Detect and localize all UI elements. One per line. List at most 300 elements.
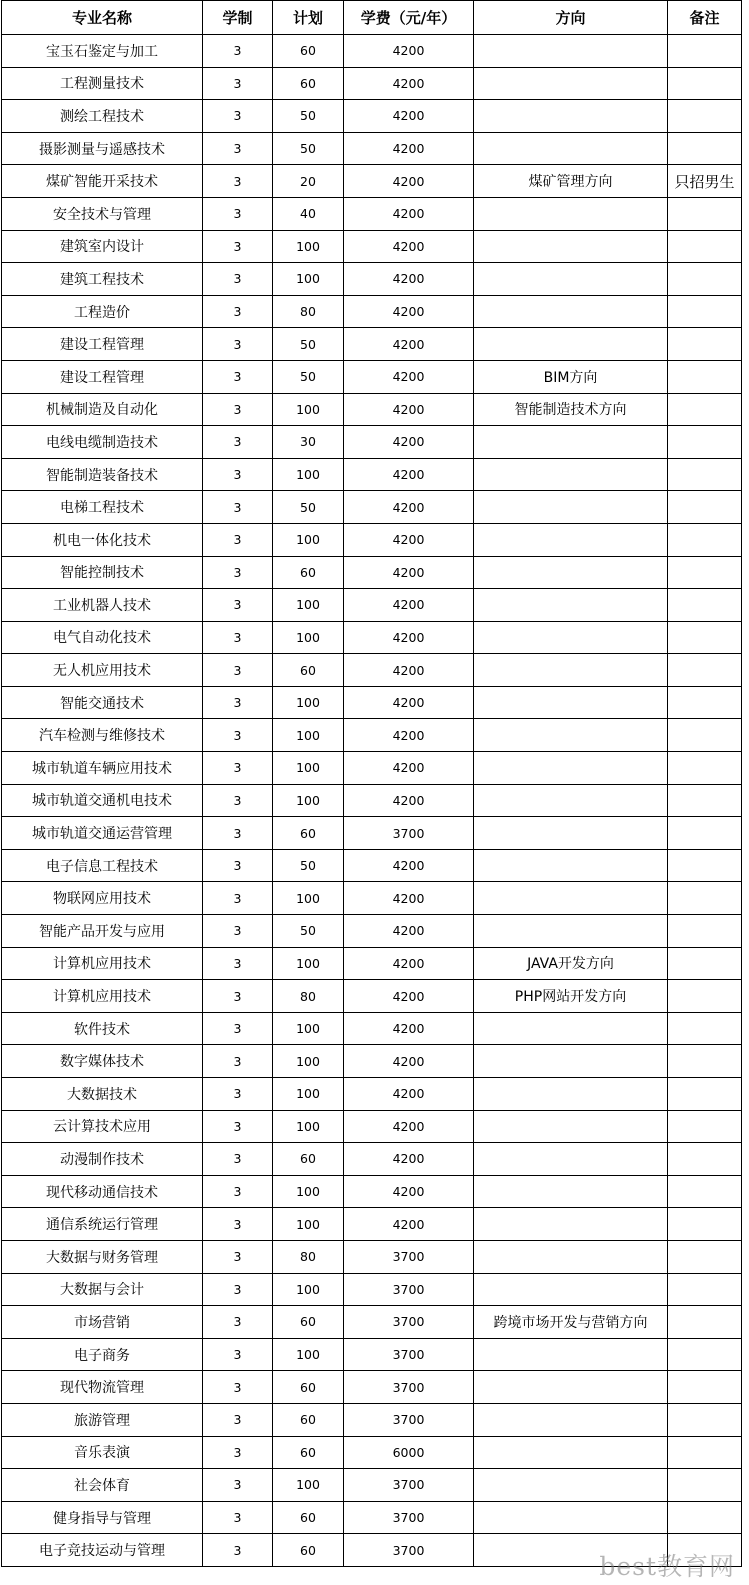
cell-note — [668, 360, 742, 393]
table-row — [2, 947, 742, 980]
cell-program-name: 机电一体化技术 — [2, 523, 203, 556]
cell-note — [668, 1436, 742, 1469]
table-row — [2, 686, 742, 719]
cell-direction — [474, 1371, 668, 1404]
cell-plan: 50 — [273, 132, 344, 165]
cell-duration: 3 — [203, 1306, 273, 1339]
cell-program-name: 建设工程管理 — [2, 360, 203, 393]
cell-direction — [474, 328, 668, 361]
cell-note — [668, 784, 742, 817]
cell-note — [668, 230, 742, 263]
cell-note — [668, 426, 742, 459]
cell-duration: 3 — [203, 1273, 273, 1306]
cell-plan: 100 — [273, 1012, 344, 1045]
cell-note — [668, 295, 742, 328]
cell-plan: 60 — [273, 1371, 344, 1404]
cell-tuition: 3700 — [344, 817, 474, 850]
cell-plan: 50 — [273, 849, 344, 882]
cell-duration: 3 — [203, 360, 273, 393]
cell-plan: 100 — [273, 1338, 344, 1371]
cell-program-name: 工程测量技术 — [2, 67, 203, 100]
table-row — [2, 360, 742, 393]
cell-plan: 60 — [273, 1436, 344, 1469]
cell-plan: 100 — [273, 393, 344, 426]
cell-note — [668, 1012, 742, 1045]
cell-direction — [474, 719, 668, 752]
cell-plan: 100 — [273, 589, 344, 622]
cell-program-name: 工程造价 — [2, 295, 203, 328]
cell-duration: 3 — [203, 980, 273, 1013]
cell-duration: 3 — [203, 230, 273, 263]
cell-duration: 3 — [203, 947, 273, 980]
cell-direction — [474, 1175, 668, 1208]
cell-direction: PHP网站开发方向 — [474, 980, 668, 1013]
cell-plan: 60 — [273, 1403, 344, 1436]
cell-program-name: 建筑工程技术 — [2, 263, 203, 296]
header-tuition: 学费（元/年） — [344, 1, 474, 35]
cell-duration: 3 — [203, 1501, 273, 1534]
cell-plan: 100 — [273, 1469, 344, 1502]
cell-note — [668, 263, 742, 296]
cell-note — [668, 523, 742, 556]
cell-plan: 100 — [273, 1175, 344, 1208]
table-row — [2, 1273, 742, 1306]
cell-note — [668, 1273, 742, 1306]
cell-plan: 60 — [273, 35, 344, 68]
table-row — [2, 1240, 742, 1273]
cell-direction — [474, 784, 668, 817]
cell-tuition: 4200 — [344, 980, 474, 1013]
cell-duration: 3 — [203, 1110, 273, 1143]
table-row — [2, 849, 742, 882]
cell-direction — [474, 752, 668, 785]
cell-direction — [474, 263, 668, 296]
cell-program-name: 测绘工程技术 — [2, 100, 203, 133]
cell-duration: 3 — [203, 328, 273, 361]
cell-duration: 3 — [203, 165, 273, 198]
table-row — [2, 882, 742, 915]
cell-program-name: 大数据与财务管理 — [2, 1240, 203, 1273]
cell-program-name: 建设工程管理 — [2, 328, 203, 361]
cell-note: 只招男生 — [668, 165, 742, 198]
cell-tuition: 4200 — [344, 915, 474, 948]
cell-plan: 80 — [273, 295, 344, 328]
cell-duration: 3 — [203, 1534, 273, 1567]
cell-plan: 100 — [273, 523, 344, 556]
cell-tuition: 4200 — [344, 719, 474, 752]
cell-duration: 3 — [203, 817, 273, 850]
cell-note — [668, 556, 742, 589]
header-direction: 方向 — [474, 1, 668, 35]
cell-direction — [474, 458, 668, 491]
cell-program-name: 城市轨道交通运营管理 — [2, 817, 203, 850]
cell-plan: 50 — [273, 915, 344, 948]
cell-program-name: 音乐表演 — [2, 1436, 203, 1469]
cell-program-name: 工业机器人技术 — [2, 589, 203, 622]
cell-direction — [474, 491, 668, 524]
cell-duration: 3 — [203, 35, 273, 68]
cell-program-name: 智能交通技术 — [2, 686, 203, 719]
cell-program-name: 计算机应用技术 — [2, 947, 203, 980]
cell-duration: 3 — [203, 1371, 273, 1404]
cell-direction — [474, 915, 668, 948]
cell-tuition: 4200 — [344, 1078, 474, 1111]
cell-note — [668, 67, 742, 100]
cell-program-name: 云计算技术应用 — [2, 1110, 203, 1143]
cell-note — [668, 849, 742, 882]
cell-note — [668, 980, 742, 1013]
cell-direction — [474, 1273, 668, 1306]
cell-note — [668, 686, 742, 719]
cell-tuition: 3700 — [344, 1534, 474, 1567]
cell-direction — [474, 686, 668, 719]
cell-duration: 3 — [203, 1175, 273, 1208]
cell-program-name: 计算机应用技术 — [2, 980, 203, 1013]
cell-plan: 100 — [273, 1208, 344, 1241]
table-row — [2, 1045, 742, 1078]
cell-tuition: 4200 — [344, 752, 474, 785]
cell-direction — [474, 1469, 668, 1502]
cell-duration: 3 — [203, 393, 273, 426]
cell-program-name: 汽车检测与维修技术 — [2, 719, 203, 752]
cell-tuition: 4200 — [344, 882, 474, 915]
cell-tuition: 4200 — [344, 589, 474, 622]
cell-note — [668, 328, 742, 361]
cell-direction: 智能制造技术方向 — [474, 393, 668, 426]
cell-program-name: 无人机应用技术 — [2, 654, 203, 687]
cell-plan: 20 — [273, 165, 344, 198]
cell-program-name: 现代移动通信技术 — [2, 1175, 203, 1208]
cell-program-name: 电气自动化技术 — [2, 621, 203, 654]
cell-tuition: 4200 — [344, 686, 474, 719]
cell-duration: 3 — [203, 589, 273, 622]
cell-direction — [474, 1143, 668, 1176]
cell-program-name: 安全技术与管理 — [2, 197, 203, 230]
cell-direction — [474, 132, 668, 165]
cell-direction — [474, 295, 668, 328]
cell-tuition: 4200 — [344, 491, 474, 524]
cell-duration: 3 — [203, 1143, 273, 1176]
table-row — [2, 980, 742, 1013]
cell-tuition: 3700 — [344, 1273, 474, 1306]
cell-tuition: 4200 — [344, 230, 474, 263]
cell-tuition: 4200 — [344, 556, 474, 589]
cell-tuition: 4200 — [344, 1208, 474, 1241]
cell-note — [668, 1306, 742, 1339]
cell-plan: 60 — [273, 1306, 344, 1339]
table-row — [2, 1143, 742, 1176]
table-row — [2, 165, 742, 198]
cell-direction — [474, 654, 668, 687]
table-row — [2, 1469, 742, 1502]
table-row — [2, 1208, 742, 1241]
cell-plan: 50 — [273, 328, 344, 361]
cell-direction — [474, 1110, 668, 1143]
table-row — [2, 100, 742, 133]
cell-duration: 3 — [203, 458, 273, 491]
cell-tuition: 3700 — [344, 1306, 474, 1339]
cell-program-name: 现代物流管理 — [2, 1371, 203, 1404]
cell-program-name: 智能制造装备技术 — [2, 458, 203, 491]
cell-duration: 3 — [203, 491, 273, 524]
table-row — [2, 295, 742, 328]
cell-plan: 100 — [273, 263, 344, 296]
cell-tuition: 4200 — [344, 263, 474, 296]
table-row — [2, 1012, 742, 1045]
cell-tuition: 4200 — [344, 621, 474, 654]
cell-program-name: 机械制造及自动化 — [2, 393, 203, 426]
cell-direction — [474, 1501, 668, 1534]
cell-direction — [474, 1403, 668, 1436]
table-row — [2, 523, 742, 556]
cell-program-name: 电子竞技运动与管理 — [2, 1534, 203, 1567]
cell-direction: 跨境市场开发与营销方向 — [474, 1306, 668, 1339]
cell-duration: 3 — [203, 849, 273, 882]
cell-direction — [474, 817, 668, 850]
cell-program-name: 数字媒体技术 — [2, 1045, 203, 1078]
header-duration: 学制 — [203, 1, 273, 35]
cell-duration: 3 — [203, 882, 273, 915]
cell-tuition: 4200 — [344, 849, 474, 882]
cell-direction — [474, 197, 668, 230]
cell-program-name: 软件技术 — [2, 1012, 203, 1045]
cell-direction — [474, 523, 668, 556]
table-row — [2, 589, 742, 622]
table-row — [2, 556, 742, 589]
cell-plan: 60 — [273, 67, 344, 100]
cell-duration: 3 — [203, 915, 273, 948]
watermark-logo: best教育网 — [599, 1552, 735, 1581]
table-row — [2, 458, 742, 491]
cell-direction — [474, 35, 668, 68]
cell-duration: 3 — [203, 1436, 273, 1469]
table-row — [2, 654, 742, 687]
cell-duration: 3 — [203, 654, 273, 687]
cell-program-name: 宝玉石鉴定与加工 — [2, 35, 203, 68]
cell-program-name: 动漫制作技术 — [2, 1143, 203, 1176]
cell-duration: 3 — [203, 1338, 273, 1371]
cell-tuition: 4200 — [344, 393, 474, 426]
cell-duration: 3 — [203, 132, 273, 165]
table-row — [2, 393, 742, 426]
cell-direction — [474, 1240, 668, 1273]
cell-note — [668, 1143, 742, 1176]
cell-direction — [474, 1436, 668, 1469]
cell-duration: 3 — [203, 1469, 273, 1502]
table-row — [2, 621, 742, 654]
cell-tuition: 4200 — [344, 947, 474, 980]
cell-duration: 3 — [203, 1403, 273, 1436]
cell-program-name: 城市轨道交通机电技术 — [2, 784, 203, 817]
cell-direction — [474, 1078, 668, 1111]
table-row — [2, 1338, 742, 1371]
cell-direction — [474, 1338, 668, 1371]
cell-note — [668, 1534, 742, 1567]
header-program-name: 专业名称 — [2, 1, 203, 35]
cell-duration: 3 — [203, 686, 273, 719]
cell-tuition: 4200 — [344, 458, 474, 491]
cell-note — [668, 1208, 742, 1241]
table-row — [2, 719, 742, 752]
header-plan: 计划 — [273, 1, 344, 35]
cell-program-name: 大数据技术 — [2, 1078, 203, 1111]
cell-note — [668, 491, 742, 524]
cell-tuition: 3700 — [344, 1501, 474, 1534]
cell-note — [668, 1110, 742, 1143]
cell-tuition: 3700 — [344, 1403, 474, 1436]
table-row — [2, 197, 742, 230]
cell-plan: 80 — [273, 1240, 344, 1273]
program-table — [1, 0, 742, 1567]
table-row — [2, 426, 742, 459]
cell-program-name: 市场营销 — [2, 1306, 203, 1339]
cell-plan: 100 — [273, 947, 344, 980]
table-row — [2, 35, 742, 68]
cell-program-name: 建筑室内设计 — [2, 230, 203, 263]
cell-tuition: 4200 — [344, 426, 474, 459]
cell-tuition: 4200 — [344, 165, 474, 198]
cell-duration: 3 — [203, 100, 273, 133]
cell-note — [668, 1501, 742, 1534]
cell-note — [668, 1240, 742, 1273]
program-table-container — [1, 0, 741, 1567]
cell-direction — [474, 100, 668, 133]
cell-duration: 3 — [203, 67, 273, 100]
cell-plan: 60 — [273, 1143, 344, 1176]
cell-duration: 3 — [203, 1045, 273, 1078]
cell-plan: 40 — [273, 197, 344, 230]
cell-plan: 60 — [273, 654, 344, 687]
cell-program-name: 社会体育 — [2, 1469, 203, 1502]
table-body — [2, 35, 742, 1567]
cell-program-name: 电线电缆制造技术 — [2, 426, 203, 459]
cell-note — [668, 197, 742, 230]
cell-duration: 3 — [203, 556, 273, 589]
cell-note — [668, 947, 742, 980]
cell-plan: 60 — [273, 556, 344, 589]
cell-plan: 50 — [273, 491, 344, 524]
cell-plan: 60 — [273, 1501, 344, 1534]
cell-duration: 3 — [203, 1240, 273, 1273]
cell-plan: 50 — [273, 360, 344, 393]
cell-duration: 3 — [203, 621, 273, 654]
cell-note — [668, 132, 742, 165]
cell-program-name: 电梯工程技术 — [2, 491, 203, 524]
cell-direction: JAVA开发方向 — [474, 947, 668, 980]
cell-direction — [474, 67, 668, 100]
cell-duration: 3 — [203, 426, 273, 459]
cell-tuition: 6000 — [344, 1436, 474, 1469]
cell-direction — [474, 1045, 668, 1078]
table-row — [2, 132, 742, 165]
cell-tuition: 4200 — [344, 197, 474, 230]
cell-program-name: 电子信息工程技术 — [2, 849, 203, 882]
cell-tuition: 4200 — [344, 67, 474, 100]
cell-note — [668, 393, 742, 426]
cell-tuition: 4200 — [344, 132, 474, 165]
cell-direction — [474, 426, 668, 459]
cell-duration: 3 — [203, 1078, 273, 1111]
cell-tuition: 3700 — [344, 1371, 474, 1404]
cell-note — [668, 1338, 742, 1371]
cell-plan: 100 — [273, 784, 344, 817]
cell-duration: 3 — [203, 784, 273, 817]
cell-plan: 100 — [273, 1273, 344, 1306]
cell-duration: 3 — [203, 263, 273, 296]
cell-tuition: 4200 — [344, 1045, 474, 1078]
table-row — [2, 1371, 742, 1404]
cell-tuition: 4200 — [344, 654, 474, 687]
cell-program-name: 电子商务 — [2, 1338, 203, 1371]
cell-plan: 50 — [273, 100, 344, 133]
cell-note — [668, 719, 742, 752]
table-row — [2, 263, 742, 296]
cell-duration: 3 — [203, 1012, 273, 1045]
cell-program-name: 智能控制技术 — [2, 556, 203, 589]
cell-program-name: 煤矿智能开采技术 — [2, 165, 203, 198]
cell-note — [668, 35, 742, 68]
cell-direction — [474, 230, 668, 263]
cell-plan: 100 — [273, 1078, 344, 1111]
cell-tuition: 3700 — [344, 1469, 474, 1502]
cell-note — [668, 654, 742, 687]
cell-duration: 3 — [203, 523, 273, 556]
cell-note — [668, 882, 742, 915]
cell-direction — [474, 556, 668, 589]
cell-tuition: 4200 — [344, 1012, 474, 1045]
cell-program-name: 旅游管理 — [2, 1403, 203, 1436]
cell-note — [668, 1469, 742, 1502]
cell-plan: 100 — [273, 458, 344, 491]
cell-tuition: 4200 — [344, 328, 474, 361]
cell-tuition: 4200 — [344, 784, 474, 817]
cell-plan: 60 — [273, 817, 344, 850]
cell-direction — [474, 849, 668, 882]
cell-note — [668, 1371, 742, 1404]
table-row — [2, 67, 742, 100]
cell-tuition: 3700 — [344, 1338, 474, 1371]
cell-duration: 3 — [203, 295, 273, 328]
cell-note — [668, 589, 742, 622]
cell-tuition: 3700 — [344, 1240, 474, 1273]
cell-program-name: 智能产品开发与应用 — [2, 915, 203, 948]
cell-plan: 100 — [273, 1045, 344, 1078]
cell-duration: 3 — [203, 752, 273, 785]
cell-direction — [474, 621, 668, 654]
table-row — [2, 491, 742, 524]
cell-plan: 100 — [273, 1110, 344, 1143]
table-row — [2, 1534, 742, 1567]
cell-plan: 30 — [273, 426, 344, 459]
table-row — [2, 1110, 742, 1143]
cell-note — [668, 1078, 742, 1111]
cell-direction — [474, 1534, 668, 1567]
cell-program-name: 摄影测量与遥感技术 — [2, 132, 203, 165]
cell-direction — [474, 1012, 668, 1045]
table-row — [2, 752, 742, 785]
cell-plan: 100 — [273, 719, 344, 752]
cell-note — [668, 1175, 742, 1208]
cell-duration: 3 — [203, 197, 273, 230]
cell-program-name: 物联网应用技术 — [2, 882, 203, 915]
cell-note — [668, 1045, 742, 1078]
cell-direction — [474, 882, 668, 915]
table-header-row — [2, 1, 742, 35]
cell-direction: BIM方向 — [474, 360, 668, 393]
cell-note — [668, 458, 742, 491]
table-row — [2, 817, 742, 850]
table-row — [2, 915, 742, 948]
